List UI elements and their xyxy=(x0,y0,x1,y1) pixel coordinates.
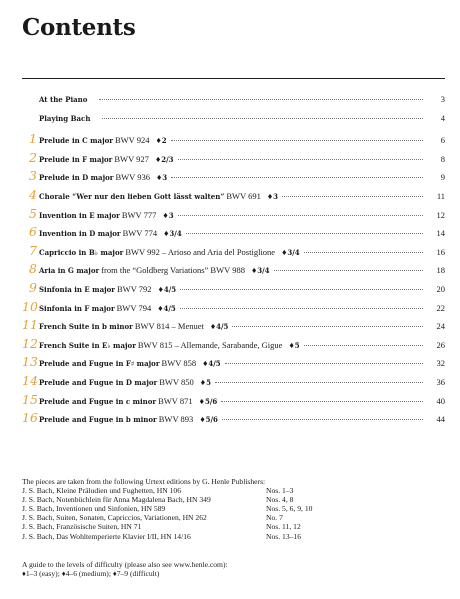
page-number: 32 xyxy=(436,358,445,369)
difficulty-level: ♦4/5 xyxy=(209,322,229,332)
entry-text xyxy=(39,284,176,294)
entry-text xyxy=(39,154,174,164)
difficulty-level: ♦4/5 xyxy=(157,303,176,313)
entry-text xyxy=(39,321,228,331)
dot-leader xyxy=(304,345,423,346)
entry-catalog: BWV 992 – Arioso and Aria del Postiglione xyxy=(125,246,276,257)
toc-entry[interactable] xyxy=(22,150,445,169)
difficulty-level: ♦4/5 xyxy=(157,284,177,294)
difficulty-level: ♦3 xyxy=(162,210,174,220)
entry-title: Prelude and Fugue in b minor xyxy=(39,415,157,425)
page-number: 9 xyxy=(440,172,445,183)
entry-catalog: BWV 777 xyxy=(121,209,157,220)
page-number: 44 xyxy=(436,414,445,425)
piece-number: 16 xyxy=(22,410,38,426)
guide-line-2: ♦1–3 (easy); ♦4–6 (medium); ♦7–9 (difficult) xyxy=(22,569,160,579)
source-numbers: Nos. 13–16 xyxy=(266,531,302,541)
entry-text xyxy=(39,265,270,275)
page-number: 24 xyxy=(436,321,445,332)
source-title: J. S. Bach, Französische Suiten, HN 71 xyxy=(22,522,142,532)
difficulty-level: ♦3/4 xyxy=(250,266,270,276)
entry-title: Prelude and Fugue in c minor xyxy=(39,396,157,406)
table-of-contents xyxy=(22,94,445,429)
page-number: 11 xyxy=(436,190,445,201)
toc-entry[interactable] xyxy=(22,131,445,150)
difficulty-level: ♦5 xyxy=(199,377,211,387)
entry-text xyxy=(39,172,167,182)
toc-entry[interactable] xyxy=(22,94,445,113)
toc-entry[interactable] xyxy=(22,354,445,373)
toc-entry[interactable] xyxy=(22,317,445,336)
dot-leader xyxy=(171,177,423,178)
toc-entry[interactable] xyxy=(22,206,445,225)
entry-title: Prelude and Fugue in D major xyxy=(39,377,158,387)
entry-text xyxy=(39,95,95,104)
dot-leader xyxy=(180,289,423,290)
entry-catalog: BWV 927 xyxy=(114,153,149,164)
difficulty-level: ♦2/3 xyxy=(154,154,174,164)
entry-title: Sinfonia in E major xyxy=(39,284,115,294)
piece-number: 10 xyxy=(22,298,38,314)
page-number: 6 xyxy=(440,135,445,146)
piece-number: 7 xyxy=(29,242,37,258)
toc-entry[interactable] xyxy=(22,373,445,392)
entry-title: Invention in D major xyxy=(39,229,121,239)
entry-catalog: BWV 871 xyxy=(158,395,193,406)
entry-catalog: BWV 774 xyxy=(122,228,158,239)
entry-catalog: BWV 814 – Menuet xyxy=(134,321,204,332)
dot-leader xyxy=(178,159,423,160)
entry-catalog: BWV 792 xyxy=(117,283,152,294)
difficulty-guide xyxy=(22,560,228,578)
piece-number: 12 xyxy=(22,335,38,351)
source-numbers: Nos. 4, 8 xyxy=(266,495,294,505)
dot-leader xyxy=(222,419,423,420)
page-number: 8 xyxy=(440,153,445,164)
entry-text xyxy=(39,396,217,406)
entry-catalog: BWV 936 xyxy=(115,172,151,183)
entry-catalog: BWV 858 xyxy=(161,358,197,369)
entry-text xyxy=(39,247,300,257)
source-row xyxy=(22,495,442,504)
entry-catalog: BWV 815 – Allemande, Sarabande, Gigue xyxy=(137,339,283,350)
source-title: J. S. Bach, Suiten, Sonaten, Capriccios, Variationen, HN 262 xyxy=(22,513,207,523)
dot-leader xyxy=(215,382,423,383)
entry-title: Chorale “Wer nur den lieben Gott lässt walten” xyxy=(39,191,225,201)
page-number: 26 xyxy=(436,339,445,350)
page-number: 4 xyxy=(440,112,445,123)
entry-text xyxy=(39,414,218,424)
piece-number: 11 xyxy=(22,317,38,333)
entry-text xyxy=(39,377,211,387)
entry-catalog: BWV 893 xyxy=(158,414,194,425)
toc-entry[interactable] xyxy=(22,168,445,187)
entry-catalog: BWV 691 xyxy=(226,190,261,201)
entry-text xyxy=(39,358,221,368)
entry-catalog: BWV 924 xyxy=(114,135,150,146)
dot-leader xyxy=(282,196,423,197)
difficulty-level: ♦2 xyxy=(155,136,167,146)
difficulty-level: ♦5/6 xyxy=(198,396,218,406)
difficulty-level: ♦5/6 xyxy=(199,415,218,425)
page-number: 16 xyxy=(436,246,445,257)
source-row xyxy=(22,522,442,531)
entry-text xyxy=(39,191,278,201)
dot-leader xyxy=(186,233,423,234)
page-number: 12 xyxy=(436,209,445,220)
dot-leader xyxy=(171,140,423,141)
piece-number: 1 xyxy=(29,131,37,147)
difficulty-level: ♦5 xyxy=(288,340,300,350)
sources-intro: The pieces are taken from the following Urtext editions by G. Henle Publishers: xyxy=(22,477,266,486)
page-number: 14 xyxy=(436,228,445,239)
entry-title: Prelude in D major xyxy=(39,173,114,183)
source-title: J. S. Bach, Kleine Präludien und Fughetten, HN 106 xyxy=(22,486,182,496)
entry-text xyxy=(39,114,98,123)
toc-entry[interactable] xyxy=(22,336,445,355)
toc-entry[interactable] xyxy=(22,392,445,411)
source-numbers: Nos. 11, 12 xyxy=(266,522,301,532)
piece-number: 9 xyxy=(29,279,37,295)
entry-title: Playing Bach xyxy=(39,113,91,123)
piece-number: 8 xyxy=(29,261,37,277)
entry-title: Prelude and Fugue in F♯ major xyxy=(39,359,160,369)
difficulty-level: ♦3 xyxy=(266,191,279,201)
dot-leader xyxy=(225,363,423,364)
entry-title: Prelude in F major xyxy=(39,154,113,164)
entry-catalog: from the “Goldberg Variations” BWV 988 xyxy=(101,265,245,276)
toc-entry[interactable] xyxy=(22,187,445,206)
source-row xyxy=(22,504,442,513)
entry-text xyxy=(39,228,182,238)
difficulty-level: ♦3/4 xyxy=(163,229,182,239)
toc-entry[interactable] xyxy=(22,410,445,429)
difficulty-level: ♦3/4 xyxy=(281,247,300,257)
sources-list xyxy=(22,486,442,541)
piece-number: 15 xyxy=(22,391,38,407)
dot-leader xyxy=(178,215,423,216)
dot-leader xyxy=(304,252,423,253)
entry-title: Sinfonia in F major xyxy=(39,303,115,313)
piece-number: 14 xyxy=(22,372,38,388)
piece-number: 2 xyxy=(29,149,37,165)
source-numbers: No. 7 xyxy=(266,513,283,523)
entry-text xyxy=(39,135,167,145)
page-number: 22 xyxy=(436,302,445,313)
entry-title: Capriccio in B♭ major xyxy=(39,247,124,257)
dot-leader xyxy=(99,99,423,100)
dot-leader xyxy=(274,270,423,271)
toc-entry[interactable] xyxy=(22,113,445,132)
source-numbers: Nos. 1–3 xyxy=(266,486,294,496)
difficulty-level: ♦3 xyxy=(156,173,168,183)
page-number: 40 xyxy=(436,395,445,406)
source-numbers: Nos. 5, 6, 9, 10 xyxy=(266,504,313,514)
title-rule xyxy=(22,78,445,79)
toc-entry[interactable] xyxy=(22,299,445,318)
entry-catalog: BWV 794 xyxy=(116,302,152,313)
difficulty-level: ♦4/5 xyxy=(202,359,221,369)
page-number: 3 xyxy=(440,94,445,104)
entry-title: At the Piano xyxy=(39,95,88,104)
entry-catalog: BWV 850 xyxy=(159,376,194,387)
toc-entry[interactable] xyxy=(22,224,445,243)
toc-entry[interactable] xyxy=(22,280,445,299)
page-number: 18 xyxy=(436,265,445,276)
toc-entry[interactable] xyxy=(22,261,445,280)
piece-number: 6 xyxy=(29,224,37,240)
toc-entry[interactable] xyxy=(22,243,445,262)
entry-title: Invention in E major xyxy=(39,210,120,220)
source-row xyxy=(22,486,442,495)
entry-title: Prelude in C major xyxy=(39,136,113,146)
dot-leader xyxy=(180,308,423,309)
source-title: J. S. Bach, Inventionen und Sinfonien, HN 589 xyxy=(22,504,166,514)
page-number: 20 xyxy=(436,283,445,294)
entry-text xyxy=(39,340,300,350)
guide-line-1: A guide to the levels of difficulty (please also see www.henle.com): xyxy=(22,560,228,569)
dot-leader xyxy=(221,401,423,402)
source-title: J. S. Bach, Notenbüchlein für Anna Magdalena Bach, HN 349 xyxy=(22,495,211,505)
piece-number: 5 xyxy=(29,205,37,221)
piece-number: 4 xyxy=(29,186,37,202)
page-title: Contents xyxy=(22,14,136,41)
entry-text xyxy=(39,210,174,220)
source-title: J. S. Bach, Das Wohltemperierte Klavier I/II, HN 14/16 xyxy=(22,531,191,541)
entry-title: Aria in G major xyxy=(39,266,100,276)
page-number: 36 xyxy=(436,376,445,387)
entry-title: French Suite in E♭ major xyxy=(39,340,136,350)
sources-block xyxy=(22,477,442,541)
source-row xyxy=(22,532,442,541)
entry-text xyxy=(39,303,176,313)
source-row xyxy=(22,513,442,522)
dot-leader xyxy=(102,118,423,119)
piece-number: 13 xyxy=(22,354,38,370)
dot-leader xyxy=(232,326,423,327)
piece-number: 3 xyxy=(29,168,37,184)
entry-title: French Suite in b minor xyxy=(39,322,133,332)
